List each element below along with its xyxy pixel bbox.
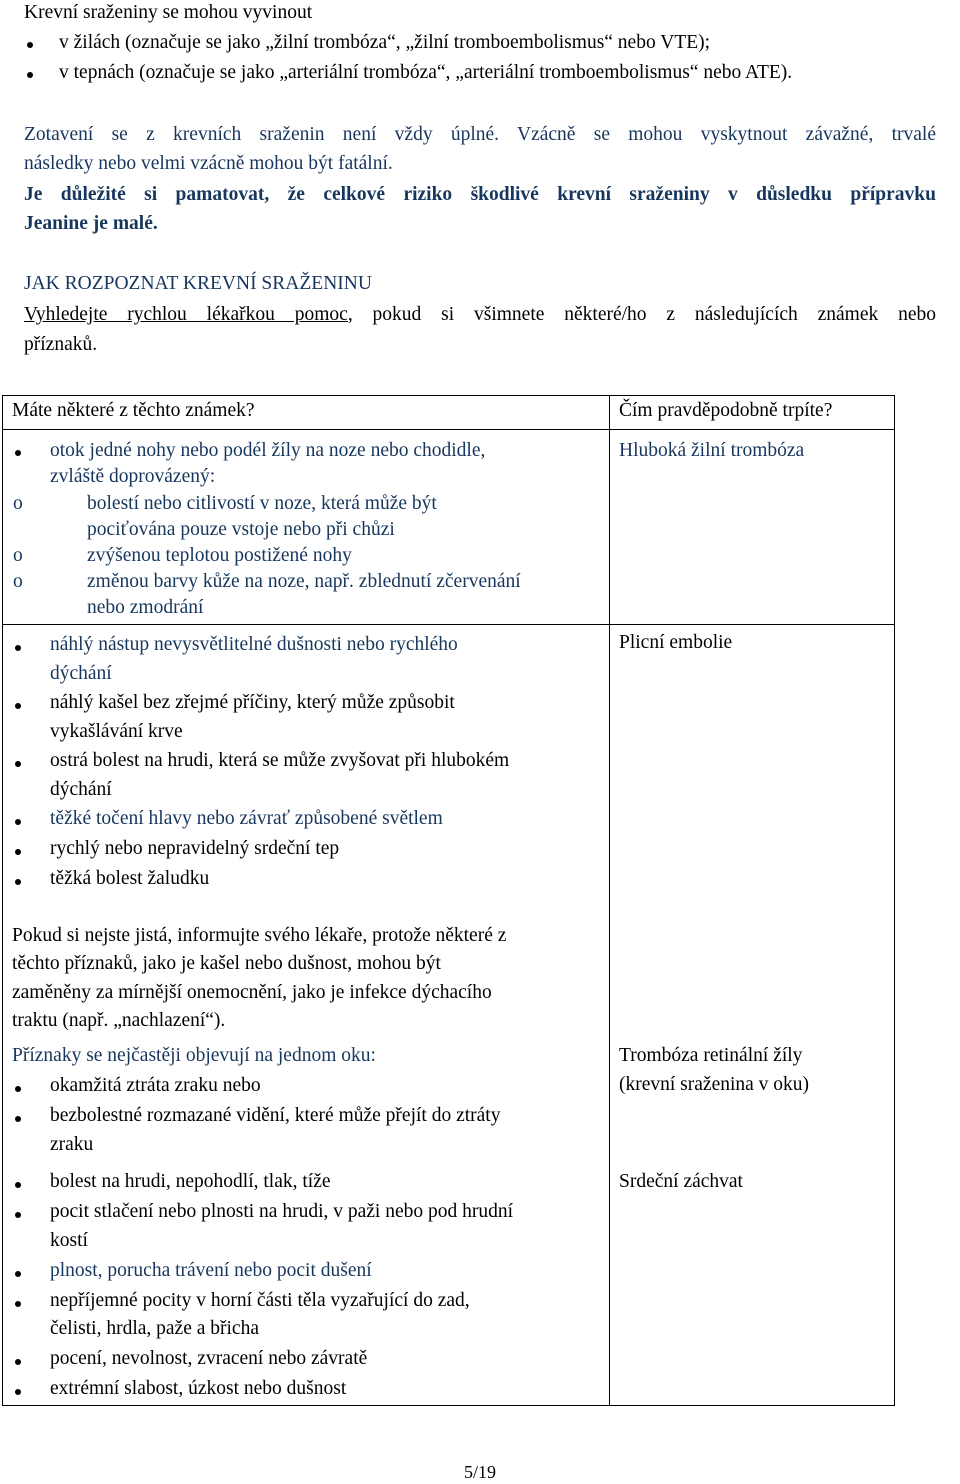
row4-line: pocení, nevolnost, zvracení nebo závratě (50, 1348, 368, 1369)
row3-diagnosis: (krevní sraženina v oku) (619, 1074, 810, 1095)
row1-line: bolestí nebo citlivostí v noze, která může být (87, 493, 437, 514)
sub-marker: o (13, 571, 23, 592)
bullet-icon (15, 879, 21, 885)
row4-line: plnost, porucha trávení nebo pocit dušení (50, 1260, 372, 1281)
bullet-icon (15, 645, 21, 651)
row2-note: traktu (např. „nachlazení“). (12, 1010, 226, 1031)
bold-statement-line2: Jeanine je malé. (24, 213, 158, 234)
bullet-icon (15, 450, 21, 456)
bullet-icon (27, 42, 33, 48)
bullet-icon (15, 1359, 21, 1365)
bullet-icon (15, 1212, 21, 1218)
row4-line: čelisti, hrdla, paže a břicha (50, 1318, 259, 1339)
bullet-icon (15, 1116, 21, 1122)
row2-line: rychlý nebo nepravidelný srdeční tep (50, 838, 340, 859)
row2-line: ostrá bolest na hrudi, která se může zvyšovat při hlubokém (50, 750, 510, 771)
row4-line: pocit stlačení nebo plnosti na hrudi, v paži nebo pod hrudní (50, 1201, 514, 1222)
intro-bullet-1: v žilách (označuje se jako „žilní trombóza“, „žilní tromboembolismus“ nebo VTE); (59, 32, 711, 53)
bullet-icon (15, 1271, 21, 1277)
row1-diagnosis: Hluboká žilní trombóza (619, 440, 805, 461)
row4-line: kostí (50, 1230, 88, 1251)
row2-note: těchto příznaků, jako je kašel nebo dušnost, mohou být (12, 953, 441, 974)
row2-line: těžká bolest žaludku (50, 868, 210, 889)
page-number: 5/19 (463, 1462, 496, 1482)
bullet-icon (15, 849, 21, 855)
section-title: JAK ROZPOZNAT KREVNÍ SRAŽENINU (24, 273, 372, 294)
row3-intro: Příznaky se nejčastěji objevují na jednom oku: (12, 1045, 376, 1066)
bullet-icon (27, 72, 33, 78)
row2-note: zaměněny za mírnější onemocnění, jako je infekce dýchacího (12, 982, 492, 1003)
table-header-symptoms: Máte některé z těchto známek? (12, 400, 255, 421)
row2-line: dýchání (50, 663, 112, 684)
bullet-icon (15, 819, 21, 825)
row1-line: pociťována pouze vstoje nebo při chůzi (87, 519, 395, 540)
intro-heading: Krevní sraženiny se mohou vyvinout (24, 2, 313, 23)
row1-line: změnou barvy kůže na noze, např. zblednutí zčervenání (87, 571, 521, 592)
row4-line: nepříjemné pocity v horní části těla vyzařující do zad, (50, 1290, 470, 1311)
row2-line: náhlý nástup nevysvětlitelné dušnosti nebo rychlého (50, 634, 458, 655)
row2-diagnosis: Plicní embolie (619, 632, 733, 653)
row3-diagnosis: Trombóza retinální žíly (619, 1045, 803, 1066)
row1-line: zvýšenou teplotou postižené nohy (87, 545, 352, 566)
bullet-icon (15, 703, 21, 709)
intro-bullet-2: v tepnách (označuje se jako „arteriální trombóza“, „arteriální tromboembolismus“ nebo ATE). (59, 62, 793, 83)
bullet-icon (15, 1301, 21, 1307)
bullet-icon (15, 1086, 21, 1092)
row2-line: dýchání (50, 779, 112, 800)
row1-line: otok jedné nohy nebo podél žíly na noze nebo chodidle, (50, 440, 486, 461)
row1-line: nebo zmodrání (87, 597, 204, 618)
para1-line2: následky nebo velmi vzácně mohou být fatální. (24, 153, 393, 174)
row4-line: extrémní slabost, úzkost nebo dušnost (50, 1378, 347, 1399)
sub-marker: o (13, 545, 23, 566)
table-header-diagnosis: Čím pravděpodobně trpíte? (619, 400, 833, 421)
row3-line: okamžitá ztráta zraku nebo (50, 1075, 261, 1096)
bullet-icon (15, 1389, 21, 1395)
row3-line: zraku (50, 1134, 94, 1155)
section-line2: příznaků. (24, 334, 98, 355)
row2-line: náhlý kašel bez zřejmé příčiny, který může způsobit (50, 692, 455, 713)
row2-line: vykašlávání krve (50, 721, 183, 742)
bold-statement-line1: Je důležité si pamatovat, že celkové riziko škodlivé krevní sraženiny v důsledku přípravku (24, 184, 936, 205)
row4-diagnosis: Srdeční záchvat (619, 1171, 743, 1192)
section-line1: Vyhledejte rychlou lékařkou pomoc, pokud si všimnete některé/ho z následujících známek nebo (24, 304, 937, 325)
row2-line: těžké točení hlavy nebo závrať způsobené světlem (50, 808, 443, 829)
row4-line: bolest na hrudi, nepohodlí, tlak, tíže (50, 1171, 331, 1192)
sub-marker: o (13, 493, 23, 514)
para1-line1: Zotavení se z krevních sraženin není vždy úplné. Vzácně se mohou vyskytnout závažné, trvalé (24, 124, 936, 145)
row3-line: bezbolestné rozmazané vidění, které může přejít do ztráty (50, 1105, 501, 1126)
bullet-icon (15, 761, 21, 767)
row2-note: Pokud si nejste jistá, informujte svého lékaře, protože některé z (12, 925, 507, 946)
row1-line: zvláště doprovázený: (50, 466, 216, 487)
bullet-icon (15, 1182, 21, 1188)
